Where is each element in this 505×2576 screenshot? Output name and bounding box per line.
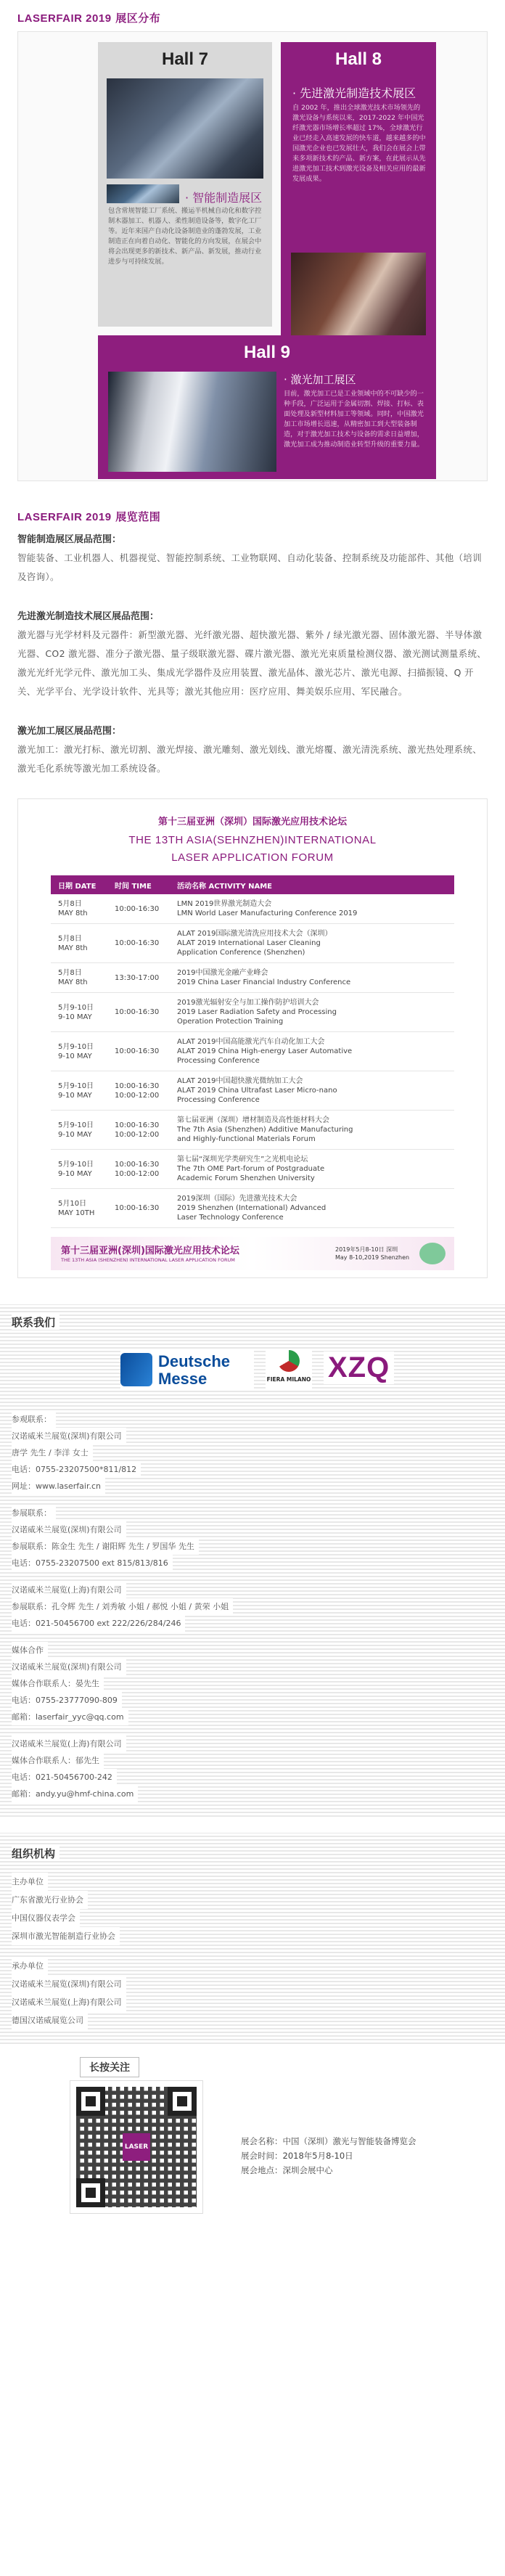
info-name: 展会名称：中国（深圳）激光与智能装备博览会 xyxy=(241,2136,416,2146)
schedule-activity: 2019中国激光金融产业峰会 2019 China Laser Financial Industry Conference xyxy=(170,963,454,993)
deutsche-messe-mark-icon xyxy=(120,1353,152,1386)
schedule-activity: LMN 2019世界激光制造大会 LMN World Laser Manufacturing Conference 2019 xyxy=(170,894,454,924)
schedule-date: 5月8日 MAY 8th xyxy=(51,894,107,924)
section-title-scope: LASERFAIR 2019 展览范围 xyxy=(17,510,161,523)
hall-7-zone-label: · 智能制造展区 xyxy=(185,191,263,205)
schedule-row xyxy=(51,1071,454,1111)
follow-tag: 长按关注 xyxy=(80,2057,139,2077)
scope-body: 激光加工：激光打标、激光切割、激光焊接、激光雕刻、激光划线、激光熔覆、激光清洗系统、激光热处理系统、激光毛化系统等激光加工系统设备。 xyxy=(17,744,483,774)
scope-block-laser-tech xyxy=(17,608,488,701)
contact-section xyxy=(0,1304,505,1817)
contact-line: 参展联系： xyxy=(12,1505,56,1521)
scope-block-processing xyxy=(17,723,488,778)
schedule-time: 10:00-16:30 10:00-12:00 xyxy=(107,1111,170,1150)
forum-title-cn: 第十三届亚洲（深圳）国际激光应用技术论坛 xyxy=(157,817,347,827)
qr-finder-icon xyxy=(76,2178,105,2207)
organizer-group xyxy=(12,1957,493,2029)
deutsche-messe-logo xyxy=(120,1350,254,1389)
fiera-milano-mark-icon xyxy=(278,1350,300,1372)
banner-title-cn: 第十三届亚洲(深圳)国际激光应用技术论坛 xyxy=(61,1246,239,1256)
scope-body: 激光器与光学材料及元器件：新型激光器、光纤激光器、超快激光器、紫外 / 绿光激光器、固体激光器、半导体激光器、CO2 激光器、准分子激光器、量子级联激光器、碟片激光器、激光光束质量检测仪器、激光测试测量系统、激光光纤光学元件、激光加工头、集成光学器件及应用装置、激光晶体、激光芯片、激光电源、扫描振镜、Q 开关、光学平台、光学设计软件、光具等；激光其他应用：医疗应用、舞美娱乐应用、军民融合。 xyxy=(17,629,487,697)
forum-title-en-1: THE 13TH ASIA(SEHNZHEN)INTERNATIONAL xyxy=(128,834,377,846)
qr-finder-icon xyxy=(168,2087,197,2116)
contact-line: 唐学 先生 / 李洋 女士 xyxy=(12,1444,93,1461)
partner-logos xyxy=(12,1343,493,1401)
schedule-date: 5月9-10日 9-10 MAY xyxy=(51,1111,107,1150)
schedule-time: 10:00-16:30 10:00-12:00 xyxy=(107,1150,170,1189)
qr-finder-icon xyxy=(76,2087,105,2116)
schedule-date: 5月9-10日 9-10 MAY xyxy=(51,1071,107,1111)
contact-line: 汉诺威米兰展览(上海)有限公司 xyxy=(12,1582,126,1598)
contact-line: 参展联系：陈金生 先生 / 谢阳辉 先生 / 罗国华 先生 xyxy=(12,1538,199,1555)
contact-line[interactable]: 网址：www.laserfair.cn xyxy=(12,1478,105,1495)
hall-9-photo xyxy=(108,372,276,472)
schedule-activity: ALAT 2019中国高能激光汽车自动化加工大会 ALAT 2019 China High-energy Laser Automative Processing Conference xyxy=(170,1032,454,1071)
hall-7-card xyxy=(98,42,272,327)
scope-head: 先进激光制造技术展区展品范围： xyxy=(17,611,160,622)
organizer-section xyxy=(0,1833,505,2044)
hall-8-card xyxy=(281,42,436,383)
schedule-time: 10:00-16:30 xyxy=(107,1032,170,1071)
banner-date: 2019年5月8-10日 深圳 May 8-10,2019 Shenzhen xyxy=(335,1246,410,1261)
schedule-date: 5月8日 MAY 8th xyxy=(51,963,107,993)
schedule-table xyxy=(51,875,454,1228)
contact-group xyxy=(12,1411,493,1495)
contact-line: 参观联系： xyxy=(12,1411,56,1428)
schedule-activity: 第七届亚洲（深圳）增材制造及高性能材料大会 The 7th Asia (Shenzhen) Additive Manufacturing and Highly-functional Materials Forum xyxy=(170,1111,454,1150)
header-time: 时间 TIME xyxy=(107,875,170,894)
header-activity: 活动名称 ACTIVITY NAME xyxy=(170,875,454,894)
follow-section xyxy=(0,2050,505,2233)
schedule-row xyxy=(51,894,454,924)
hall-9-description: 目前，激光加工已是工业领域中的不可缺少的一种手段，广泛运用于金属切割、焊接、打标、表面处理及新型材料加工等领域。同时，中国激光加工市场增长迅速，从精密加工到大型装备制造，对于激光加工技术与设备的需求日益增加，激光加工成为推动制造业转型升级的重要力量。 xyxy=(284,390,424,449)
organizer-line: 汉诺威米兰展览(上海)有限公司 xyxy=(12,1993,126,2011)
schedule-activity: ALAT 2019中国超快激光微纳加工大会 ALAT 2019 China Ultrafast Laser Micro-nano Processing Conference xyxy=(170,1071,454,1111)
contact-group xyxy=(12,1735,493,1802)
contact-line: 电话：0755-23777090-809 xyxy=(12,1692,122,1709)
schedule-time: 10:00-16:30 10:00-12:00 xyxy=(107,1071,170,1111)
contact-line: 电话：021-50456700 ext 222/226/284/246 xyxy=(12,1615,185,1632)
schedule-body xyxy=(51,894,454,1228)
organizer-title: 组织机构 xyxy=(12,1846,59,1861)
contact-line: 汉诺威米兰展览(深圳)有限公司 xyxy=(12,1428,126,1444)
schedule-activity: 2019深圳（国际）先进激光技术大会 2019 Shenzhen (International) Advanced Laser Technology Conference xyxy=(170,1189,454,1228)
contact-line: 汉诺威米兰展览(深圳)有限公司 xyxy=(12,1521,126,1538)
forum-banner xyxy=(51,1237,454,1270)
schedule-row xyxy=(51,1150,454,1189)
organizer-line: 中国仪器仪表学会 xyxy=(12,1909,80,1927)
hall-9-zone-label: · 激光加工展区 xyxy=(284,373,356,386)
organizer-group xyxy=(12,1873,493,1945)
schedule-activity: 第七届“深圳光学类研究生”之光机电论坛 The 7th OME Part-forum of Postgraduate Academic Forum Shenzhen University xyxy=(170,1150,454,1189)
top-band xyxy=(0,0,505,10)
schedule-date: 5月10日 MAY 10TH xyxy=(51,1189,107,1228)
contact-group xyxy=(12,1642,493,1725)
organizer-line: 德国汉诺威展览公司 xyxy=(12,2011,88,2029)
schedule-date: 5月9-10日 9-10 MAY xyxy=(51,1150,107,1189)
schedule-date: 5月9-10日 9-10 MAY xyxy=(51,1032,107,1071)
contact-line[interactable]: 邮箱：laserfair_yyc@qq.com xyxy=(12,1709,128,1725)
contact-groups xyxy=(12,1411,493,1802)
qr-center-logo: LASER xyxy=(123,2133,150,2161)
info-venue: 展会地点：深圳会展中心 xyxy=(241,2165,333,2175)
organizer-line: 汉诺威米兰展览(深圳)有限公司 xyxy=(12,1975,126,1993)
hall-7-title: Hall 7 xyxy=(161,49,209,69)
hall-7-photo xyxy=(107,78,263,179)
contact-line: 参展联系：孔令辉 先生 / 刘秀敏 小姐 / 郝悦 小姐 / 黄荣 小姐 xyxy=(12,1598,233,1615)
organizer-line: 承办单位 xyxy=(12,1957,48,1975)
schedule-time: 10:00-16:30 xyxy=(107,993,170,1032)
banner-title-en: THE 13TH ASIA (SHENZHEN) INTERNATIONAL LASER APPLICATION FORUM xyxy=(61,1257,235,1263)
contact-line: 电话：0755-23207500 ext 815/813/816 xyxy=(12,1555,173,1571)
scope-head: 智能制造展区展品范围： xyxy=(17,534,122,545)
qr-code[interactable] xyxy=(70,2080,203,2214)
contact-title: 联系我们 xyxy=(12,1314,59,1330)
schedule-row xyxy=(51,993,454,1032)
hall-9-title: Hall 9 xyxy=(243,343,291,362)
scope-head: 激光加工展区展品范围： xyxy=(17,726,122,737)
hall-7-photo-small xyxy=(107,184,179,203)
hall-8-description: 自 2002 年，推出全球激光技术市场领先的激光设备与系统以来，2017-2022 年中国光纤激光器市场增长率超过 17%，全球激光行业已经走入高速发展的快车道，越来越多的中国激光企业也已发展壮大，我们会在展会上带来多项新技术的产品、新方案，在此展示从先进激光加工技术到激光设备及相关应用的最新发展成果。 xyxy=(292,104,426,183)
schedule-row xyxy=(51,924,454,963)
scope-body: 智能装备、工业机器人、机器视觉、智能控制系统、工业物联网、自动化装备、控制系统及功能部件、其他（培训及咨询）。 xyxy=(17,552,483,582)
contact-line: 电话：021-50456700-242 xyxy=(12,1769,117,1786)
organizer-line: 广东省激光行业协会 xyxy=(12,1891,88,1909)
contact-group xyxy=(12,1505,493,1571)
schedule-activity: 2019激光辐射安全与加工操作防护培训大会 2019 Laser Radiation Safety and Processing Operation Protection Training xyxy=(170,993,454,1032)
header-date: 日期 DATE xyxy=(51,875,107,894)
schedule-row xyxy=(51,1189,454,1228)
fiera-milano-text: FIERA MILANO xyxy=(266,1376,311,1383)
halls-panel xyxy=(17,31,488,481)
deutsche-messe-text: Deutsche Messe xyxy=(158,1352,231,1388)
schedule-header-row xyxy=(51,875,454,894)
hall-8-title: Hall 8 xyxy=(334,49,382,69)
hall-8-zone-label: · 先进激光制造技术展区 xyxy=(292,86,416,100)
forum-panel xyxy=(17,798,488,1278)
organizer-groups xyxy=(12,1873,493,2029)
schedule-activity: ALAT 2019国际激光清洗应用技术大会（深圳） ALAT 2019 International Laser Cleaning Application Conference (Shenzhen) xyxy=(170,924,454,963)
info-time: 展会时间：2018年5月8-10日 xyxy=(241,2151,353,2161)
scope-block-intelligent xyxy=(17,531,488,586)
contact-line: 汉诺威米兰展览(深圳)有限公司 xyxy=(12,1659,126,1675)
organizer-line: 深圳市激光智能制造行业协会 xyxy=(12,1927,120,1945)
schedule-row xyxy=(51,963,454,993)
contact-line: 电话：0755-23207500*811/812 xyxy=(12,1461,141,1478)
schedule-row xyxy=(51,1032,454,1071)
banner-logo-icon xyxy=(419,1243,446,1264)
exhibition-info xyxy=(241,2134,480,2178)
contact-line: 媒体合作联系人：郁先生 xyxy=(12,1752,104,1769)
hall-9-card xyxy=(98,335,436,479)
schedule-row xyxy=(51,1111,454,1150)
schedule-date: 5月8日 MAY 8th xyxy=(51,924,107,963)
schedule-time: 10:00-16:30 xyxy=(107,924,170,963)
schedule-time: 10:00-16:30 xyxy=(107,1189,170,1228)
contact-line[interactable]: 邮箱：andy.yu@hmf-china.com xyxy=(12,1786,138,1802)
schedule-time: 13:30-17:00 xyxy=(107,963,170,993)
schedule-time: 10:00-16:30 xyxy=(107,894,170,924)
organizer-line: 主办单位 xyxy=(12,1873,48,1891)
scope-section xyxy=(0,531,505,778)
forum-title-en-2: LASER APPLICATION FORUM xyxy=(171,851,334,864)
schedule-date: 5月9-10日 9-10 MAY xyxy=(51,993,107,1032)
contact-line: 汉诺威米兰展览(上海)有限公司 xyxy=(12,1735,126,1752)
xzq-logo: XZQ xyxy=(324,1352,394,1384)
section-title-halls: LASERFAIR 2019 展区分布 xyxy=(17,12,161,25)
contact-group xyxy=(12,1582,493,1632)
hall-7-description: 包含常规智能工厂系统、搬运半机械自动化和数字控制木器加工、机器人、柔性制造设备等，数字化工厂等。近年来国产自动化设备制造业的蓬勃发展，工业制造正在向着自动化、智能化的方向发展，在展会中将会出现更多的新技术、新产品、新发展，推动行业进步与可持续发展。 xyxy=(108,207,262,266)
contact-line: 媒体合作 xyxy=(12,1642,48,1659)
contact-line: 媒体合作联系人：晏先生 xyxy=(12,1675,104,1692)
fiera-milano-logo xyxy=(266,1350,312,1391)
